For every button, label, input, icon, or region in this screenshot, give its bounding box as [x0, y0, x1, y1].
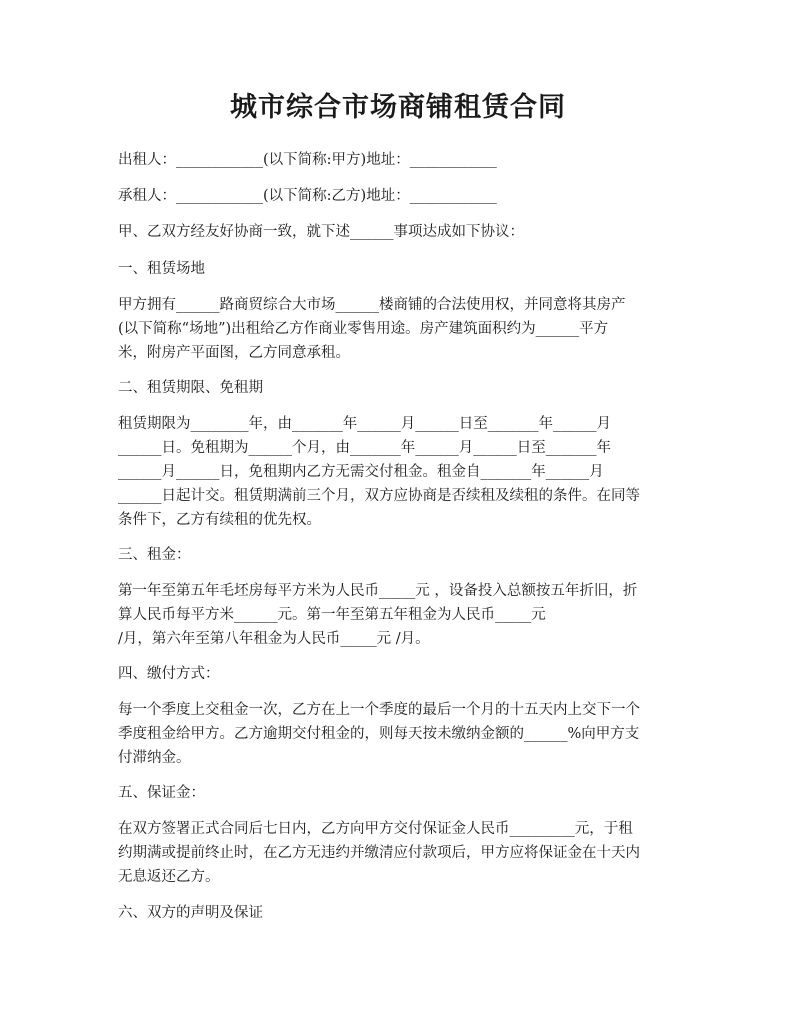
lessor-line: 出租人：____________(以下简称:甲方)地址：____________ — [118, 152, 497, 168]
paragraph-line: 每一个季度上交租金一次，乙方在上一个季度的最后一个月的十五天内上交下一个 — [118, 702, 640, 718]
paragraph-line: 在双方签署正式合同后七日内，乙方向甲方交付保证金人民币_________元，于租 — [118, 821, 633, 837]
agreement-intro: 甲、乙双方经友好协商一致，就下述______事项达成如下协议： — [118, 224, 524, 240]
paragraph-line: 算人民币每平方米______元。第一年至第五年租金为人民币_____元 — [118, 607, 546, 623]
paragraph-line: 无息返还乙方。 — [118, 869, 220, 885]
section-heading-declarations: 六、双方的声明及保证 — [118, 905, 263, 921]
document-title: 城市综合市场商铺租赁合同 — [230, 92, 566, 123]
section-heading-payment: 四、缴付方式： — [118, 666, 220, 682]
paragraph-line: 第一年至第五年毛坯房每平方米为人民币_____元 ，设备投入总额按五年折旧，折 — [118, 583, 638, 599]
section-heading-deposit: 五、保证金： — [118, 785, 205, 801]
section-heading-rent: 三、租金： — [118, 547, 191, 563]
paragraph-line: 租赁期限为________年，由_______年______月______日至_______年______月 — [118, 416, 611, 432]
section-heading-premises: 一、租赁场地 — [118, 261, 205, 277]
paragraph-line: (以下简称“场地”)出租给乙方作商业零售用途。房产建筑面积约为______平方 — [118, 321, 609, 337]
paragraph-line: /月，第六年至第八年租金为人民币_____元 /月。 — [118, 631, 430, 647]
paragraph-line: 甲方拥有______路商贸综合大市场______楼商铺的合法使用权，并同意将其房产 — [118, 297, 626, 313]
lessee-line: 承租人：____________(以下简称:乙方)地址：____________ — [118, 188, 497, 204]
paragraph-line: 条件下，乙方有续租的优先权。 — [118, 512, 321, 528]
paragraph-line: ______月______日，免租期内乙方无需交付租金。租金自_______年______月 — [118, 464, 604, 480]
paragraph-line: ______日。免租期为______个月，由_______年______月______日至_______年 — [118, 440, 611, 456]
section-heading-term: 二、租赁期限、免租期 — [118, 380, 263, 396]
paragraph-line: 约期满或提前终止时，在乙方无违约并缴清应付款项后，甲方应将保证金在十天内 — [118, 845, 640, 861]
paragraph-line: ______日起计交。租赁期满前三个月，双方应协商是否续租及续租的条件。在同等 — [118, 488, 640, 504]
paragraph-line: 季度租金给甲方。乙方逾期交付租金的，则每天按未缴纳金额的______%向甲方支 — [118, 726, 640, 742]
paragraph-line: 付滞纳金。 — [118, 750, 191, 766]
paragraph-line: 米，附房产平面图，乙方同意承租。 — [118, 345, 350, 361]
